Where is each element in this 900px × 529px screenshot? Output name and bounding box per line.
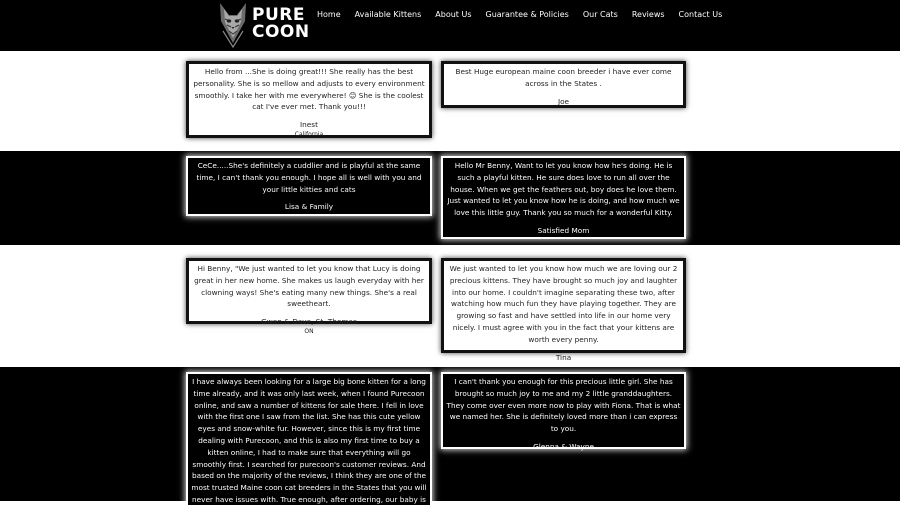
nav-home[interactable]: Home [317,10,341,19]
review-card [186,258,432,335]
site-header [0,0,900,51]
review-text: Hello from ...She is doing great!!! She really has the best personality. She is so mellow and adjusts to every environment smoothly. I take her with me everywhere! 😊 She is the coolest cat I've ever met. Thank you!!! [193,67,425,112]
main-nav [317,9,736,21]
review-text: We just wanted to let you know how much we are loving our 2 precious kittens. They have brought so much joy and laughter into our home. I couldn't imagine separating these two, after watching how much fun they have playing together. They are growing so fast and have settled into life in our home very nicely. I must agree with you in the fact that your kittens are worth every penny. [449,264,678,344]
review-author: Inest [300,120,318,130]
nav-about-us[interactable]: About Us [435,10,472,19]
review-author: Glenna & Wayne [533,441,594,451]
brand-line-2: COON [252,22,310,42]
nav-guarantee-policies[interactable]: Guarantee & Policies [485,10,569,19]
nav-contact-us[interactable]: Contact Us [678,10,723,19]
review-author: Gwen & Dave, St. Thomas [261,317,357,327]
nav-reviews[interactable]: Reviews [631,10,665,19]
review-text: I can't thank you enough for this precious little girl. She has brought so much joy to me and my 2 little granddaughters. They come over even more now to play with Fiona. That is what we named her. She is definitely loved more than i can express to you. [446,377,681,434]
nav-available-kittens[interactable]: Available Kittens [354,10,422,19]
review-card [441,258,686,362]
review-text: Hello Mr Benny, Want to let you know how he's doing. He is such a playful kitten. He sure does love to run all over the house. When we get the feathers out, boy does he love them. Just wanted to let you know how he is doing, and how much we love this little guy. Thank you so much for a wonderful Kitty. [447,161,680,218]
brand-logo[interactable] [216,1,310,47]
nav-our-cats[interactable]: Our Cats [582,10,618,19]
review-author: Lisa & Family [284,202,334,212]
review-text: I have always been looking for a large big bone kitten for a long time already, and it was only last week, when I found Purecoon online, and saw a number of kittens for sale there. I fell in love with the first one I saw from the list. She has this cute yellow eyes and snow-white fur. However, since this is my first time dealing with Purecoon, and this is also my first time to buy a kitten online, I had to make sure that everything will go smoothly first. I searched for purecoon's customer reviews. And based on the majority of the reviews, I think they are one of the most trusted Maine coon cat breeders in the States that you will never have issues with. True enough, after ordering, our baby is already here! She is the most fascinating little creature I have ever seen in my [191,377,427,528]
review-card [186,156,432,216]
review-location: California [294,130,324,138]
review-author: Tina [555,352,572,362]
review-card [441,156,686,239]
review-card [186,372,432,528]
review-author: Joe [557,96,570,106]
maine-coon-cat-icon [216,1,250,47]
review-author: Satisfied Mom [537,225,590,235]
review-card [441,61,686,108]
brand-line-1: PURE [252,5,305,25]
review-text: CeCe.....She's definitely a cuddlier and is playful at the same time, I can't thank you enough. I hope all is well with you and your little kitties and cats [196,161,422,194]
review-card [186,61,432,138]
brand-wordmark [252,7,310,41]
review-card [441,372,686,449]
review-location: ON [304,327,314,335]
review-text: Hi Benny, "We just wanted to let you know that Lucy is doing great in her new home. She makes us laugh everyday with her clowning ways! She's eating many new things. She's a real sweetheart. [194,264,424,309]
review-text: Best Huge european maine coon breeder i have ever come across in the States . [455,67,672,88]
